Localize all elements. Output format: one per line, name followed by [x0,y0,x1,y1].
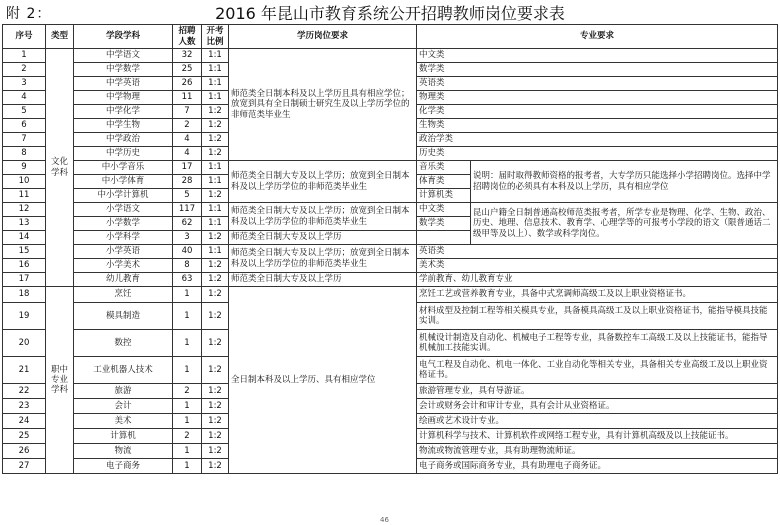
row-major: 历史类 [417,147,778,161]
row-subject: 中学化学 [74,105,173,119]
row-count: 63 [173,273,202,287]
edu-requirement-b: 师范类全日制大专及以上学历；放宽到全日制本科及以上学历学位的非师范类毕业生 [229,161,417,203]
row-count: 5 [173,189,202,203]
row-ratio: 1:2 [202,259,229,273]
row-subject: 中学英语 [74,77,173,91]
row-major: 物理类 [417,91,778,105]
row-major: 英语类 [417,245,778,259]
edu-requirement-g: 全日制本科及以上学历、具有相应学位 [229,287,417,474]
row-no: 10 [3,175,46,189]
row-ratio: 1:2 [202,231,229,245]
row-ratio: 1:2 [202,414,229,429]
header-ratio: 开考比例 [202,25,229,49]
row-count: 8 [173,259,202,273]
page-title: 2016 年昆山市教育系统公开招聘教师岗位要求表 [215,4,565,23]
row-subject: 数控 [74,330,173,357]
header-education: 学历岗位要求 [229,25,417,49]
row-ratio: 1:2 [202,189,229,203]
row-subject: 中学历史 [74,147,173,161]
row-no: 24 [3,414,46,429]
note-primary: 昆山户籍全日制普通高校师范类报考者，所学专业是物理、化学、生物、政治、历史、地理、信息技术、教育学、心理学等的可报考小学段的语文（限普通话二级甲等及以上）、数学或科学岗位。 [471,203,778,245]
row-subject: 会计 [74,399,173,414]
page-number: 46 [380,516,389,524]
row-count: 32 [173,49,202,63]
row-major [417,231,471,245]
row-subject: 中学生物 [74,119,173,133]
row-count: 1 [173,303,202,330]
row-major: 物流或物流管理专业，具有助理物流师证。 [417,444,778,459]
row-no: 26 [3,444,46,459]
row-ratio: 1:2 [202,303,229,330]
row-major: 烹饪工艺或营养教育专业，具备中式烹调师高级工及以上职业资格证书。 [417,287,778,303]
table-row [3,203,778,217]
row-no: 17 [3,273,46,287]
edu-requirement-c: 师范类全日制大专及以上学历；放宽到全日制本科及以上学历学位的非师范类毕业生 [229,203,417,231]
edu-requirement-d: 师范类全日制大专及以上学历 [229,231,417,245]
table-row [3,245,778,259]
row-count: 117 [173,203,202,217]
row-no: 25 [3,429,46,444]
edu-requirement-e: 师范类全日制大专及以上学历；放宽到全日制本科及以上学历学位的非师范类毕业生 [229,245,417,273]
row-no: 15 [3,245,46,259]
row-ratio: 1:2 [202,444,229,459]
row-ratio: 1:2 [202,133,229,147]
row-major: 中文类 [417,203,471,217]
row-ratio: 1:1 [202,175,229,189]
row-subject: 物流 [74,444,173,459]
edu-requirement-f: 师范类全日制大专及以上学历 [229,273,417,287]
row-no: 3 [3,77,46,91]
row-subject: 中学语文 [74,49,173,63]
row-subject: 中学数学 [74,63,173,77]
type-culture: 文化学科 [46,49,74,287]
row-major: 材料成型及控制工程等相关模具专业，具备模具高级工及以上职业资格证书，能指导模具技能实训。 [417,303,778,330]
row-subject: 旅游 [74,384,173,399]
header-no: 序号 [3,25,46,49]
row-ratio: 1:1 [202,63,229,77]
header-subject: 学段学科 [74,25,173,49]
row-no: 6 [3,119,46,133]
note-music-pe-it: 说明：届时取得教师资格的报考者，大专学历只能选择小学招聘岗位。选择中学招聘岗位的必须具有本科及以上学历，具有相应学位 [471,161,778,203]
row-major: 电子商务或国际商务专业，具有助理电子商务证。 [417,459,778,474]
row-count: 28 [173,175,202,189]
row-no: 9 [3,161,46,175]
row-no: 7 [3,133,46,147]
row-no: 27 [3,459,46,474]
row-major: 计算机类 [417,189,471,203]
row-count: 1 [173,444,202,459]
row-no: 20 [3,330,46,357]
row-count: 1 [173,414,202,429]
edu-requirement-a: 师范类全日制本科及以上学历且具有相应学位；放宽到具有全日制硕士研究生及以上学历学位的非师范类毕业生 [229,49,417,161]
header-type: 类型 [46,25,74,49]
row-major: 机械设计制造及自动化、机械电子工程等专业，具备数控车工高级工及以上技能证书，能指导机械加工技能实训。 [417,330,778,357]
row-count: 1 [173,459,202,474]
row-count: 25 [173,63,202,77]
row-no: 8 [3,147,46,161]
row-no: 21 [3,357,46,384]
row-major: 英语类 [417,77,778,91]
row-major: 体育类 [417,175,471,189]
row-no: 23 [3,399,46,414]
row-no: 5 [3,105,46,119]
row-ratio: 1:1 [202,217,229,231]
row-no: 19 [3,303,46,330]
row-major: 中文类 [417,49,778,63]
row-no: 4 [3,91,46,105]
row-count: 1 [173,330,202,357]
row-count: 3 [173,231,202,245]
attachment-label: 附 2： [6,6,52,22]
row-subject: 幼儿教育 [74,273,173,287]
row-count: 1 [173,399,202,414]
row-ratio: 1:2 [202,287,229,303]
table-row [3,273,778,287]
row-subject: 美术 [74,414,173,429]
table-row [3,287,778,303]
row-count: 40 [173,245,202,259]
row-major: 计算机科学与技术、计算机软件或网络工程专业，具有计算机高级及以上技能证书。 [417,429,778,444]
row-ratio: 1:2 [202,273,229,287]
row-count: 1 [173,357,202,384]
row-count: 17 [173,161,202,175]
row-ratio: 1:2 [202,119,229,133]
row-major: 政治学类 [417,133,778,147]
row-major: 旅游管理专业，具有导游证。 [417,384,778,399]
row-ratio: 1:2 [202,429,229,444]
row-count: 11 [173,91,202,105]
row-ratio: 1:1 [202,91,229,105]
row-subject: 小学语文 [74,203,173,217]
row-major: 会计或财务会计和审计专业，具有会计从业资格证。 [417,399,778,414]
row-count: 4 [173,147,202,161]
row-major: 生物类 [417,119,778,133]
row-no: 18 [3,287,46,303]
row-count: 4 [173,133,202,147]
row-subject: 计算机 [74,429,173,444]
row-ratio: 1:2 [202,330,229,357]
row-count: 1 [173,287,202,303]
row-subject: 小学科学 [74,231,173,245]
row-major: 绘画或艺术设计专业。 [417,414,778,429]
row-subject: 中学政治 [74,133,173,147]
row-major: 数学类 [417,63,778,77]
row-count: 2 [173,429,202,444]
row-no: 22 [3,384,46,399]
row-count: 7 [173,105,202,119]
row-major: 音乐类 [417,161,471,175]
row-subject: 小学英语 [74,245,173,259]
row-major: 化学类 [417,105,778,119]
row-ratio: 1:2 [202,384,229,399]
row-subject: 模具制造 [74,303,173,330]
row-subject: 烹饪 [74,287,173,303]
header-count: 招聘人数 [173,25,202,49]
row-subject: 工业机器人技术 [74,357,173,384]
row-no: 14 [3,231,46,245]
row-count: 2 [173,384,202,399]
row-count: 26 [173,77,202,91]
row-no: 2 [3,63,46,77]
row-no: 11 [3,189,46,203]
header-row [3,25,778,49]
row-ratio: 1:2 [202,459,229,474]
row-ratio: 1:2 [202,399,229,414]
row-ratio: 1:1 [202,161,229,175]
type-vocational: 职中专业学科 [46,287,74,474]
row-subject: 小学美术 [74,259,173,273]
row-major: 数学类 [417,217,471,231]
row-no: 16 [3,259,46,273]
row-subject: 小学数学 [74,217,173,231]
row-major: 学前教育、幼儿教育专业 [417,273,778,287]
row-ratio: 1:2 [202,357,229,384]
row-ratio: 1:1 [202,203,229,217]
row-count: 2 [173,119,202,133]
row-ratio: 1:2 [202,105,229,119]
row-no: 13 [3,217,46,231]
table-row [3,49,778,63]
row-ratio: 1:1 [202,49,229,63]
row-subject: 中小学体育 [74,175,173,189]
row-major: 电气工程及自动化、机电一体化、工业自动化等相关专业，具备相关专业高级工及以上职业资格证书。 [417,357,778,384]
row-subject: 中学物理 [74,91,173,105]
row-count: 62 [173,217,202,231]
row-no: 1 [3,49,46,63]
row-ratio: 1:2 [202,147,229,161]
row-no: 12 [3,203,46,217]
row-ratio: 1:1 [202,77,229,91]
table-row [3,161,778,175]
row-subject: 中小学计算机 [74,189,173,203]
header-major: 专业要求 [417,25,778,49]
row-subject: 中小学音乐 [74,161,173,175]
row-major: 美术类 [417,259,778,273]
row-ratio: 1:1 [202,245,229,259]
row-subject: 电子商务 [74,459,173,474]
requirements-table [2,24,778,474]
